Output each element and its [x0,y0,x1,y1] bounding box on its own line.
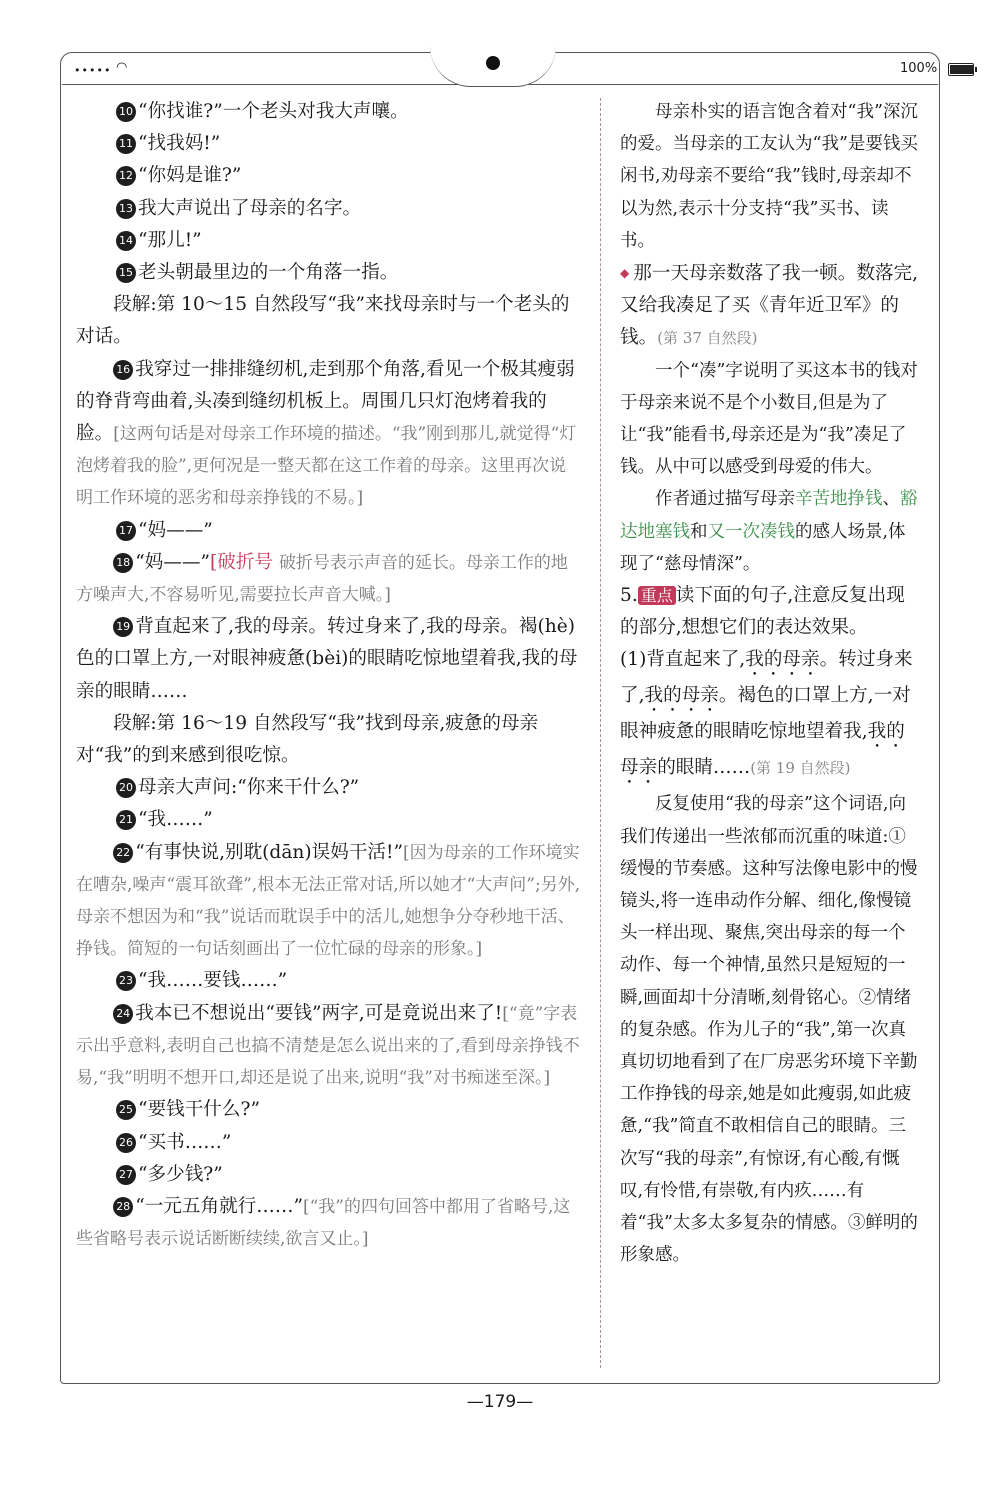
text-run: 和 [690,521,708,542]
highlight-green: 辛苦地挣钱 [795,489,883,510]
paragraph-number: 10 [116,102,136,122]
paragraph-number: 16 [113,360,133,380]
text-run: (1)背直起来了, [620,649,746,671]
annotation-note: [“竟”字表示出乎意料,表明自己也搞不清楚是怎么说出来的了,看到母亲挣钱不易,“我”明明不想开口,却还是说了出来,说明“我”对书痴迷至深。] [76,1003,580,1089]
paragraph-number: 24 [113,1004,133,1024]
paragraph-number: 28 [113,1197,133,1217]
analysis-paragraph-2: 一个“凑”字说明了买这本书的钱对于母亲来说不是个小数目,但是为了让“我”能看书,母亲还是为“我”凑足了钱。从中可以感受到母爱的伟大。 [620,360,918,478]
paragraph-21 [76,804,581,836]
paragraph-20 [76,772,581,804]
diamond-bullet-icon: ◆ [620,266,630,281]
highlight-green: 又一次凑钱 [707,521,795,542]
quote-source: (第 19 自然段) [750,759,851,778]
paragraph-text: “我……要钱……” [138,970,288,992]
paragraph-text: “我……” [138,809,213,831]
paragraph-28 [76,1191,581,1255]
paragraph-number: 15 [116,263,136,283]
paragraph-11 [76,128,581,160]
paragraph-text: “妈——” [135,551,210,573]
paragraph-number: 13 [116,199,136,219]
paragraph-text: “有事快说,别耽(dān)误妈干活!” [135,841,403,863]
battery-fill [950,65,974,74]
paragraph-number: 20 [116,778,136,798]
paragraph-27 [76,1159,581,1191]
paragraph-14 [76,225,581,257]
paragraph-text: 母亲大声问:“你来干什么?” [138,777,360,799]
column-divider [600,98,601,1368]
question-5-item-1 [620,644,922,788]
annotation-tag: [破折号 [209,551,279,573]
text-run: 的感人场景,体现了“慈母情深”。 [620,521,906,574]
annotation-note: 破折号表示声音的延长。母亲工作的地方噪声大,不容易听见,需要拉长声音大喊。] [76,552,568,606]
paragraph-10 [76,96,581,128]
annotation-note: [“我”的四句回答中都用了省略号,这些省略号表示说话断断续续,欲言又止。] [76,1196,571,1250]
emphasis-text: 我的母亲 [644,685,719,707]
paragraph-number: 22 [113,843,133,863]
paragraph-text: “买书……” [138,1131,232,1153]
battery-icon [948,63,974,76]
paragraph-24 [76,998,581,1095]
paragraph-15 [76,257,581,289]
paragraph-number: 21 [116,810,136,830]
quote-1 [620,257,922,355]
paragraph-number: 26 [116,1133,136,1153]
paragraph-text: “那儿!” [138,229,202,251]
text-run: 。转过身来了, [620,649,913,707]
paragraph-number: 23 [116,971,136,991]
paragraph-text: “找我妈!” [138,133,221,155]
paragraph-text: “你妈是谁?” [138,165,242,187]
question-text: 读下面的句子,注意反复出现的部分,想想它们的表达效果。 [620,585,905,639]
annotation-note: [这两句话是对母亲工作环境的描述。“我”刚到那儿,就觉得“灯泡烤着我的脸”,更何况是一整天都在这工作着的母亲。这里再次说明工作环境的恶劣和母亲挣钱的不易。] [76,424,577,509]
paragraph-22 [76,837,581,966]
paragraph-number: 25 [116,1100,136,1120]
question-5 [620,580,922,644]
paragraph-text: 我大声说出了母亲的名字。 [138,197,362,219]
signal-icon: ••••• [74,64,112,77]
paragraph-number: 18 [113,553,133,573]
segment-summary-1: 段解:第 10～15 自然段写“我”来找母亲时与一个老头的对话。 [76,294,570,348]
right-column [620,96,922,1272]
paragraph-number: 12 [116,166,136,186]
paragraph-17 [76,515,581,547]
paragraph-18 [76,547,581,611]
left-column [76,96,581,1255]
paragraph-13 [76,193,581,225]
emphasis-text: 我的母亲 [620,721,905,779]
annotation-note: [因为母亲的工作环境实在嘈杂,噪声“震耳欲聋”,根本无法正常对话,所以她才“大声问”;另外,母亲不想因为和“我”说话而耽误手中的活儿,她想争分夺秒地干活、挣钱。简短的一句话刻画出了一位忙碌的母亲的形象。] [76,842,581,960]
paragraph-text: 背直起来了,我的母亲。转过身来了,我的母亲。褐(hè)色的口罩上方,一对眼神疲惫(bèi)的眼睛吃惊地望着我,我的母亲的眼睛…… [76,616,578,702]
paragraph-text: “妈——” [138,519,213,541]
paragraph-23 [76,965,581,997]
quote-source: (第 37 自然段) [657,329,758,348]
text-run: 、 [882,489,900,510]
paragraph-text: “你找谁?”一个老头对我大声嚷。 [138,101,409,122]
emphasis-text: 我的母亲 [745,649,820,671]
paragraph-number: 27 [116,1165,136,1185]
paragraph-26 [76,1127,581,1159]
paragraph-text: “多少钱?” [138,1163,223,1185]
text-run: 的眼睛…… [657,757,751,779]
paragraph-25 [76,1094,581,1126]
paragraph-text: “要钱干什么?” [138,1099,260,1121]
text-run: 作者通过描写母亲 [655,489,795,510]
camera-dot-icon [486,56,500,70]
segment-summary-2: 段解:第 16～19 自然段写“我”找到母亲,疲惫的母亲对“我”的到来感到很吃惊。 [76,712,539,767]
paragraph-text: “一元五角就行……” [135,1195,303,1217]
analysis-paragraph-4: 反复使用“我的母亲”这个词语,向我们传递出一些浓郁而沉重的味道:①缓慢的节奏感。这种写法像电影中的慢镜头,将一连串动作分解、细化,像慢镜头一样出现、聚焦,突出母亲的每一个动作、每一个神情,虽然只是短短的一瞬,画面却十分清晰,刻骨铭心。②情绪的复杂感。作为儿子的“我”,第一次真真切切地看到了在厂房恶劣环境下辛勤工作挣钱的母亲,她是如此瘦弱,如此疲惫,“我”简直不敢相信自己的眼睛。三次写“我的母亲”,有惊讶,有心酸,有慨叹,有怜惜,有崇敬,有内疚……有着“我”太多太多复杂的情感。③鲜明的形象感。 [620,794,918,1266]
page-number: —179— [466,1392,534,1412]
paragraph-16 [76,354,581,515]
quote-text: 那一天母亲数落了我一顿。数落完,又给我凑足了买《青年近卫军》的钱。 [620,263,919,349]
paragraph-number: 19 [113,617,133,637]
paragraph-text: 我穿过一排排缝纫机,走到那个角落,看见一个极其瘦弱的脊背弯曲着,头凑到缝纫机板上。周围几只灯泡烤着我的脸。 [76,358,575,445]
analysis-paragraph-3 [620,483,922,580]
wifi-icon: ◠ [116,60,128,75]
question-number: 5. [620,585,638,607]
paragraph-19 [76,611,581,708]
key-point-tag: 重点 [638,586,676,605]
paragraph-text: 老头朝最里边的一个角落一指。 [138,262,399,284]
paragraph-number: 11 [116,134,136,154]
paragraph-12 [76,160,581,192]
paragraph-number: 14 [116,231,136,251]
text-run: 。褐色的口罩上方,一对眼神疲惫的眼睛吃惊地望着我, [620,685,911,743]
battery-percent: 100% [900,61,938,76]
highlight-green: 豁达地塞钱 [620,489,918,542]
analysis-paragraph-1: 母亲朴实的语言饱含着对“我”深沉的爱。当母亲的工友认为“我”是要钱买闲书,劝母亲不要给“我”钱时,母亲却不以为然,表示十分支持“我”买书、读书。 [620,102,918,251]
paragraph-number: 17 [116,521,136,541]
paragraph-text: 我本已不想说出“要钱”两字,可是竟说出来了! [135,1002,503,1024]
